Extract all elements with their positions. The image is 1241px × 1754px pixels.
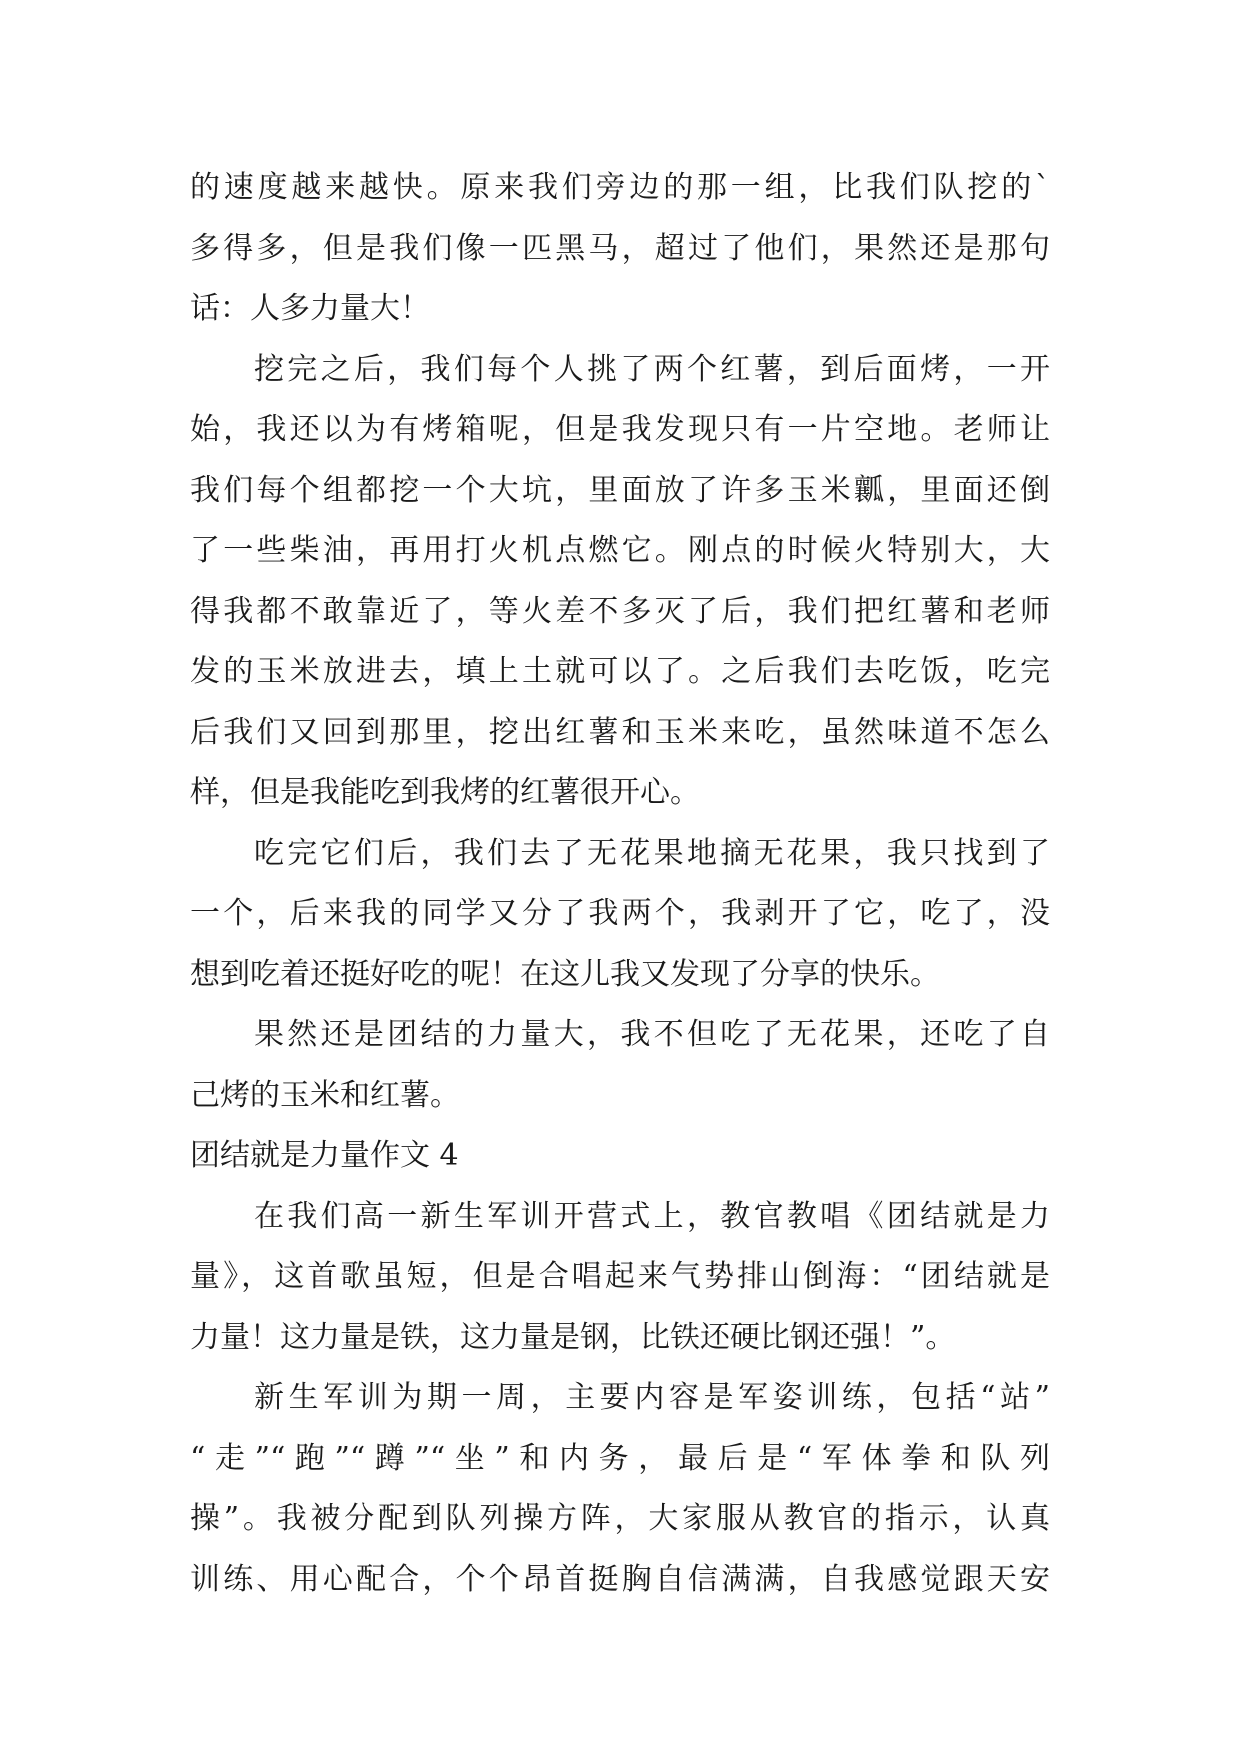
paragraph bbox=[190, 824, 1050, 1006]
text-line: 己烤的玉米和红薯。 bbox=[190, 1077, 460, 1113]
text-line: “走”“跑”“蹲”“坐”和内务，最后是“军体拳和队列 bbox=[190, 1440, 1050, 1476]
text-line: 了一些柴油，再用打火机点燃它。刚点的时候火特别大，大 bbox=[190, 533, 1050, 568]
text-line: 得我都不敢靠近了，等火差不多灭了后，我们把红薯和老师 bbox=[190, 593, 1050, 629]
section-heading bbox=[190, 1126, 1050, 1187]
document-page bbox=[190, 158, 1050, 1610]
paragraph bbox=[190, 1368, 1050, 1610]
text-line: 力量！这力量是铁，这力量是钢，比铁还硬比钢还强！”。 bbox=[190, 1319, 956, 1355]
text-line: 操”。我被分配到队列操方阵，大家服从教官的指示，认真 bbox=[190, 1501, 1050, 1536]
text-line: 始，我还以为有烤箱呢，但是我发现只有一片空地。老师让 bbox=[190, 412, 1050, 447]
text-line: 一个，后来我的同学又分了我两个，我剥开了它，吃了，没 bbox=[190, 896, 1050, 931]
text-line: 话：人多力量大！ bbox=[190, 291, 430, 326]
text-line: 在我们高一新生军训开营式上，教官教唱《团结就是力 bbox=[254, 1198, 1050, 1234]
text-line: 挖完之后，我们每个人挑了两个红薯，到后面烤，一开 bbox=[254, 351, 1050, 387]
text-line: 果然还是团结的力量大，我不但吃了无花果，还吃了自 bbox=[254, 1017, 1050, 1052]
text-line: 吃完它们后，我们去了无花果地摘无花果，我只找到了 bbox=[254, 835, 1050, 871]
text-line: 后我们又回到那里，挖出红薯和玉米来吃，虽然味道不怎么 bbox=[190, 714, 1050, 750]
text-line: 我们每个组都挖一个大坑，里面放了许多玉米瓤，里面还倒 bbox=[190, 472, 1050, 508]
text-line: 多得多，但是我们像一匹黑马，超过了他们，果然还是那句 bbox=[190, 230, 1050, 266]
text-line: 样，但是我能吃到我烤的红薯很开心。 bbox=[190, 775, 700, 810]
paragraph bbox=[190, 340, 1050, 824]
paragraph bbox=[190, 158, 1050, 340]
paragraph bbox=[190, 1187, 1050, 1369]
text-line: 发的玉米放进去，填上土就可以了。之后我们去吃饭，吃完 bbox=[190, 654, 1050, 689]
text-line: 量》，这首歌虽短，但是合唱起来气势排山倒海：“团结就是 bbox=[190, 1259, 1050, 1294]
text-line: 想到吃着还挺好吃的呢！在这儿我又发现了分享的快乐。 bbox=[190, 956, 940, 992]
heading-text: 团结就是力量作文 4 bbox=[190, 1138, 459, 1173]
text-line: 训练、用心配合，个个昂首挺胸自信满满，自我感觉跟天安 bbox=[190, 1561, 1050, 1597]
paragraph bbox=[190, 1005, 1050, 1126]
text-line: 的速度越来越快。原来我们旁边的那一组，比我们队挖的` bbox=[190, 170, 1050, 205]
text-line: 新生军训为期一周，主要内容是军姿训练，包括“站” bbox=[254, 1380, 1050, 1415]
